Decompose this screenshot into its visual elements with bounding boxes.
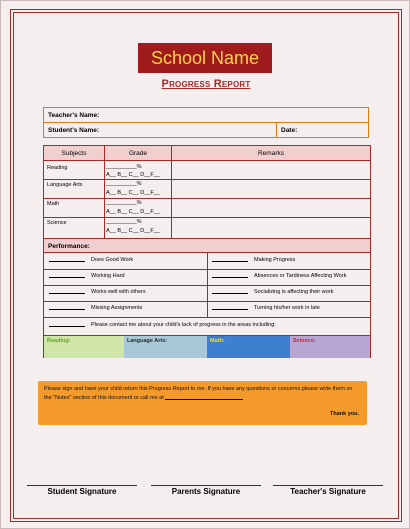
grade-letters-line[interactable]: A__ B__ C__ D__F__	[106, 209, 160, 215]
perf-item-socializing[interactable]	[212, 289, 333, 295]
grade-percent-line[interactable]: __________%	[106, 181, 142, 187]
notice-thanks: Thank you.	[329, 411, 359, 417]
grid-line	[171, 146, 172, 238]
teacher-signature-label: Teacher's Signature	[290, 487, 366, 496]
subject-math: Math	[47, 201, 60, 207]
perf-item-contact[interactable]	[49, 322, 276, 328]
phone-blank[interactable]	[165, 399, 243, 400]
student-info-box	[43, 107, 369, 138]
grid-line	[44, 301, 370, 302]
concern-label: Science:	[293, 338, 316, 344]
teacher-name-label: Teacher's Name:	[48, 112, 100, 119]
date-label: Date:	[281, 127, 298, 134]
perf-label: Working Hard	[91, 273, 125, 279]
perf-item-works-well[interactable]	[49, 289, 146, 295]
parents-signature-line[interactable]	[151, 485, 261, 486]
grid-line	[44, 317, 370, 318]
school-name-banner: School Name	[138, 43, 272, 73]
grade-percent-line[interactable]: __________%	[106, 219, 142, 225]
concern-science[interactable]	[290, 336, 370, 358]
grid-line	[44, 217, 370, 218]
check-blank[interactable]	[49, 277, 85, 278]
concern-label: Reading:	[47, 338, 71, 344]
grid-line	[44, 198, 370, 199]
perf-label: Works well with others	[91, 289, 146, 295]
check-blank[interactable]	[212, 277, 248, 278]
grades-table	[43, 145, 371, 358]
notice-text: Please sign and have your child return this Progress Report to me. If you have any questions or concerns please write them on the "Notes" section of this document or call me at	[44, 386, 353, 401]
check-blank[interactable]	[49, 261, 85, 262]
subject-science: Science	[47, 220, 67, 226]
concern-label: Math:	[210, 338, 225, 344]
concern-language-arts[interactable]	[124, 336, 207, 358]
report-title: Progress Report	[161, 78, 251, 90]
perf-label: Absences or Tardiness Affecting Work	[254, 273, 347, 279]
perf-label: Making Progress	[254, 257, 296, 263]
perf-label: Does Good Work	[91, 257, 134, 263]
subject-reading: Reading	[47, 165, 68, 171]
perf-label: Please contact me about your child's lack of progress in the areas including:	[91, 322, 276, 328]
teacher-signature-line[interactable]	[273, 485, 383, 486]
concern-label: Language Arts:	[127, 338, 168, 344]
col-header-remarks: Remarks	[172, 146, 370, 161]
check-blank[interactable]	[212, 261, 248, 262]
grade-letters-line[interactable]: A__ B__ C__ D__F__	[106, 172, 160, 178]
perf-item-late-work[interactable]	[212, 305, 320, 311]
grid-line	[44, 179, 370, 180]
grid-line	[44, 285, 370, 286]
parent-notice-box	[38, 381, 367, 425]
perf-label: Missing Assignments	[91, 305, 143, 311]
perf-label: Socializing is affecting their work	[254, 289, 334, 295]
col-header-grade: Grade	[105, 146, 171, 161]
date-field[interactable]	[276, 123, 369, 138]
grade-letters-line[interactable]: A__ B__ C__ D__F__	[106, 190, 160, 196]
perf-item-absences[interactable]	[212, 273, 346, 279]
perf-item-missing[interactable]	[49, 305, 142, 311]
student-name-label: Student's Name:	[48, 127, 100, 134]
performance-heading: Performance:	[44, 238, 370, 253]
grade-letters-line[interactable]: A__ B__ C__ D__F__	[106, 228, 160, 234]
concern-reading[interactable]	[44, 336, 124, 358]
grade-percent-line[interactable]: __________%	[106, 200, 142, 206]
check-blank[interactable]	[49, 326, 85, 327]
student-signature-label: Student Signature	[47, 487, 117, 496]
grid-line	[44, 269, 370, 270]
check-blank[interactable]	[212, 293, 248, 294]
student-signature-line[interactable]	[27, 485, 137, 486]
perf-item-working-hard[interactable]	[49, 273, 125, 279]
check-blank[interactable]	[212, 309, 248, 310]
grade-percent-line[interactable]: __________%	[106, 164, 142, 170]
parents-signature-label: Parents Signature	[171, 487, 241, 496]
perf-item-good-work[interactable]	[49, 257, 133, 263]
perf-label: Turning his/her work in late	[254, 305, 320, 311]
col-header-subjects: Subjects	[44, 146, 104, 161]
subject-language-arts: Language Arts	[47, 182, 83, 188]
perf-item-progress[interactable]	[212, 257, 295, 263]
teacher-name-field[interactable]	[44, 108, 368, 123]
check-blank[interactable]	[49, 309, 85, 310]
check-blank[interactable]	[49, 293, 85, 294]
concern-math[interactable]	[207, 336, 290, 358]
grid-line	[104, 146, 105, 238]
